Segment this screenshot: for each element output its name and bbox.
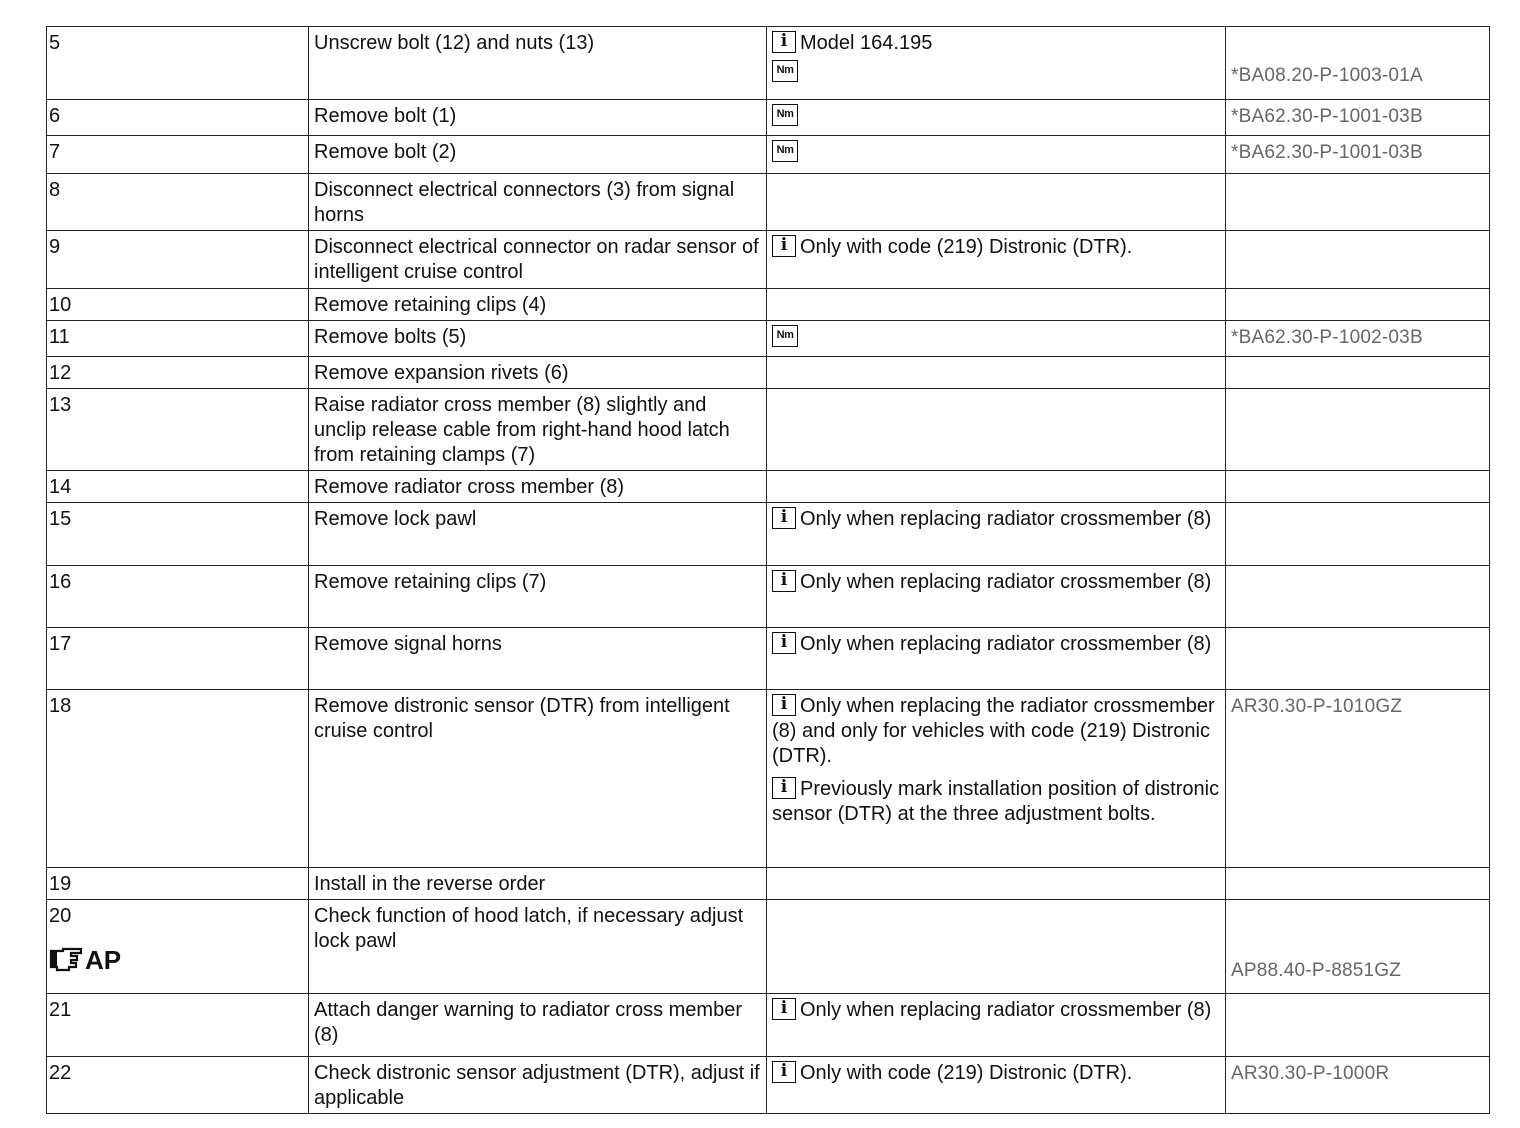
step-number-cell — [47, 174, 309, 231]
action-cell — [309, 136, 767, 174]
table-row — [47, 174, 1490, 231]
reference-cell — [1226, 628, 1490, 690]
step-number-cell — [47, 231, 309, 289]
reference-cell — [1226, 566, 1490, 628]
info-icon: i — [772, 1061, 796, 1083]
note — [772, 104, 1221, 129]
step-number-cell — [47, 389, 309, 471]
step-number: 15 — [49, 508, 72, 530]
reference-cell — [1226, 357, 1490, 389]
notes-cell — [767, 900, 1226, 994]
reference-cell — [1226, 868, 1490, 900]
notes-cell — [767, 690, 1226, 868]
info-icon: i — [772, 31, 796, 53]
action-text: Remove retaining clips (7) — [314, 571, 547, 593]
table-row — [47, 231, 1490, 289]
note — [772, 777, 1221, 827]
note-text: Only with code (219) Distronic (DTR). — [800, 236, 1133, 258]
action-text: Remove signal horns — [314, 633, 502, 655]
torque-icon: Nm — [772, 60, 798, 82]
note — [772, 507, 1221, 532]
notes-cell — [767, 503, 1226, 566]
notes-cell — [767, 289, 1226, 321]
action-cell — [309, 690, 767, 868]
notes-cell — [767, 868, 1226, 900]
note — [772, 31, 1221, 56]
step-number: 20 — [49, 905, 72, 927]
action-text: Check function of hood latch, if necessary adjust lock pawl — [314, 905, 744, 952]
info-icon: i — [772, 998, 796, 1020]
step-number: 14 — [49, 476, 72, 498]
notes-cell — [767, 566, 1226, 628]
info-icon: i — [772, 632, 796, 654]
note-text: Only when replacing radiator crossmember (8) — [800, 571, 1212, 593]
reference-cell — [1226, 289, 1490, 321]
action-text: Disconnect electrical connector on radar sensor of intelligent cruise control — [314, 236, 759, 283]
action-cell — [309, 471, 767, 503]
action-text: Remove bolts (5) — [314, 326, 467, 348]
note-text: Only when replacing the radiator crossmember (8) and only for vehicles with code (219) Distronic (DTR). — [772, 695, 1215, 767]
table-row — [47, 471, 1490, 503]
action-cell — [309, 174, 767, 231]
action-text: Remove distronic sensor (DTR) from intelligent cruise control — [314, 695, 730, 742]
step-number: 10 — [49, 294, 72, 316]
step-number: 17 — [49, 633, 72, 655]
action-cell — [309, 503, 767, 566]
step-number: 12 — [49, 362, 72, 384]
step-number-cell — [47, 289, 309, 321]
table-row — [47, 503, 1490, 566]
table-row — [47, 628, 1490, 690]
reference-link[interactable]: *BA62.30-P-1002-03B — [1231, 327, 1423, 348]
step-number: 5 — [49, 32, 61, 54]
ap-label: AP — [85, 944, 122, 975]
reference-cell — [1226, 389, 1490, 471]
reference-cell — [1226, 994, 1490, 1057]
step-number: 6 — [49, 105, 61, 127]
step-number-cell — [47, 503, 309, 566]
notes-cell — [767, 174, 1226, 231]
table-row — [47, 289, 1490, 321]
step-number: 22 — [49, 1062, 72, 1084]
reference-link[interactable]: *BA08.20-P-1003-01A — [1231, 65, 1423, 86]
step-number: 8 — [49, 179, 61, 201]
step-number-cell — [47, 994, 309, 1057]
reference-link[interactable]: *BA62.30-P-1001-03B — [1231, 106, 1423, 127]
reference-cell — [1226, 900, 1490, 994]
note — [772, 325, 1221, 350]
reference-cell — [1226, 27, 1490, 100]
reference-cell — [1226, 174, 1490, 231]
reference-cell — [1226, 503, 1490, 566]
notes-cell — [767, 471, 1226, 503]
action-cell — [309, 357, 767, 389]
reference-cell — [1226, 321, 1490, 357]
action-text: Attach danger warning to radiator cross member (8) — [314, 999, 742, 1046]
action-text: Remove retaining clips (4) — [314, 294, 547, 316]
step-number-cell — [47, 868, 309, 900]
notes-cell — [767, 136, 1226, 174]
note-text: Only when replacing radiator crossmember (8) — [800, 999, 1212, 1021]
action-text: Remove bolt (1) — [314, 105, 457, 127]
action-text: Remove lock pawl — [314, 508, 477, 530]
reference-link[interactable]: AR30.30-P-1000R — [1231, 1063, 1390, 1084]
table-row — [47, 389, 1490, 471]
step-number-cell — [47, 900, 309, 994]
table-row — [47, 100, 1490, 136]
table-row — [47, 321, 1490, 357]
step-number-cell — [47, 1057, 309, 1114]
step-number: 7 — [49, 141, 61, 163]
action-text: Raise radiator cross member (8) slightly and unclip release cable from right-hand hood latch from retaining clamps (7) — [314, 394, 730, 466]
table-row — [47, 868, 1490, 900]
notes-cell — [767, 231, 1226, 289]
notes-cell — [767, 628, 1226, 690]
action-cell — [309, 289, 767, 321]
note — [772, 60, 1221, 85]
action-cell — [309, 231, 767, 289]
info-icon: i — [772, 507, 796, 529]
note — [772, 998, 1221, 1023]
action-text: Install in the reverse order — [314, 873, 546, 895]
step-number: 13 — [49, 394, 72, 416]
action-cell — [309, 100, 767, 136]
step-number-cell — [47, 27, 309, 100]
note — [772, 235, 1221, 260]
note — [772, 570, 1221, 595]
note — [772, 632, 1221, 657]
note-text: Only when replacing radiator crossmember (8) — [800, 508, 1212, 530]
note-text: Only with code (219) Distronic (DTR). — [800, 1062, 1133, 1084]
notes-cell — [767, 1057, 1226, 1114]
step-number-cell — [47, 471, 309, 503]
table-row — [47, 27, 1490, 100]
action-text: Remove radiator cross member (8) — [314, 476, 625, 498]
note-text: Only when replacing radiator crossmember (8) — [800, 633, 1212, 655]
step-number-cell — [47, 100, 309, 136]
reference-link[interactable]: AR30.30-P-1010GZ — [1231, 696, 1403, 717]
step-number-cell — [47, 136, 309, 174]
reference-cell — [1226, 231, 1490, 289]
pointing-hand-icon — [49, 947, 85, 973]
step-number: 9 — [49, 236, 61, 258]
info-icon: i — [772, 570, 796, 592]
reference-cell — [1226, 136, 1490, 174]
action-cell — [309, 566, 767, 628]
action-cell — [309, 868, 767, 900]
info-icon: i — [772, 694, 796, 716]
action-text: Remove expansion rivets (6) — [314, 362, 569, 384]
action-text: Disconnect electrical connectors (3) from signal horns — [314, 179, 735, 226]
step-number: 16 — [49, 571, 72, 593]
action-text: Check distronic sensor adjustment (DTR), adjust if applicable — [314, 1062, 760, 1109]
action-cell — [309, 321, 767, 357]
note — [772, 694, 1221, 769]
info-icon: i — [772, 777, 796, 799]
reference-link[interactable]: *BA62.30-P-1001-03B — [1231, 142, 1423, 163]
action-cell — [309, 994, 767, 1057]
step-number: 18 — [49, 695, 72, 717]
table-row — [47, 357, 1490, 389]
table-row — [47, 994, 1490, 1057]
step-number-cell — [47, 321, 309, 357]
step-number: 19 — [49, 873, 72, 895]
step-number-cell — [47, 566, 309, 628]
action-text: Unscrew bolt (12) and nuts (13) — [314, 32, 595, 54]
torque-icon: Nm — [772, 104, 798, 126]
step-number-cell — [47, 628, 309, 690]
notes-cell — [767, 27, 1226, 100]
table-row — [47, 136, 1490, 174]
note-text: Model 164.195 — [800, 32, 933, 54]
torque-icon: Nm — [772, 140, 798, 162]
notes-cell — [767, 321, 1226, 357]
action-cell — [309, 1057, 767, 1114]
reference-cell — [1226, 690, 1490, 868]
torque-icon: Nm — [772, 325, 798, 347]
reference-cell — [1226, 1057, 1490, 1114]
note — [772, 140, 1221, 165]
reference-cell — [1226, 100, 1490, 136]
step-number-cell — [47, 690, 309, 868]
action-text: Remove bolt (2) — [314, 141, 457, 163]
info-icon: i — [772, 235, 796, 257]
action-cell — [309, 389, 767, 471]
action-cell — [309, 900, 767, 994]
action-cell — [309, 27, 767, 100]
procedure-table — [46, 26, 1490, 1114]
ap-badge — [49, 944, 304, 975]
notes-cell — [767, 357, 1226, 389]
action-cell — [309, 628, 767, 690]
table-row — [47, 1057, 1490, 1114]
notes-cell — [767, 100, 1226, 136]
step-number-cell — [47, 357, 309, 389]
note-text: Previously mark installation position of distronic sensor (DTR) at the three adjustment bolts. — [772, 778, 1220, 825]
table-row — [47, 566, 1490, 628]
notes-cell — [767, 389, 1226, 471]
step-number: 11 — [49, 326, 70, 348]
step-number: 21 — [49, 999, 72, 1021]
reference-cell — [1226, 471, 1490, 503]
note — [772, 1061, 1221, 1086]
table-row — [47, 900, 1490, 994]
table-row — [47, 690, 1490, 868]
reference-link[interactable]: AP88.40-P-8851GZ — [1231, 960, 1402, 981]
notes-cell — [767, 994, 1226, 1057]
